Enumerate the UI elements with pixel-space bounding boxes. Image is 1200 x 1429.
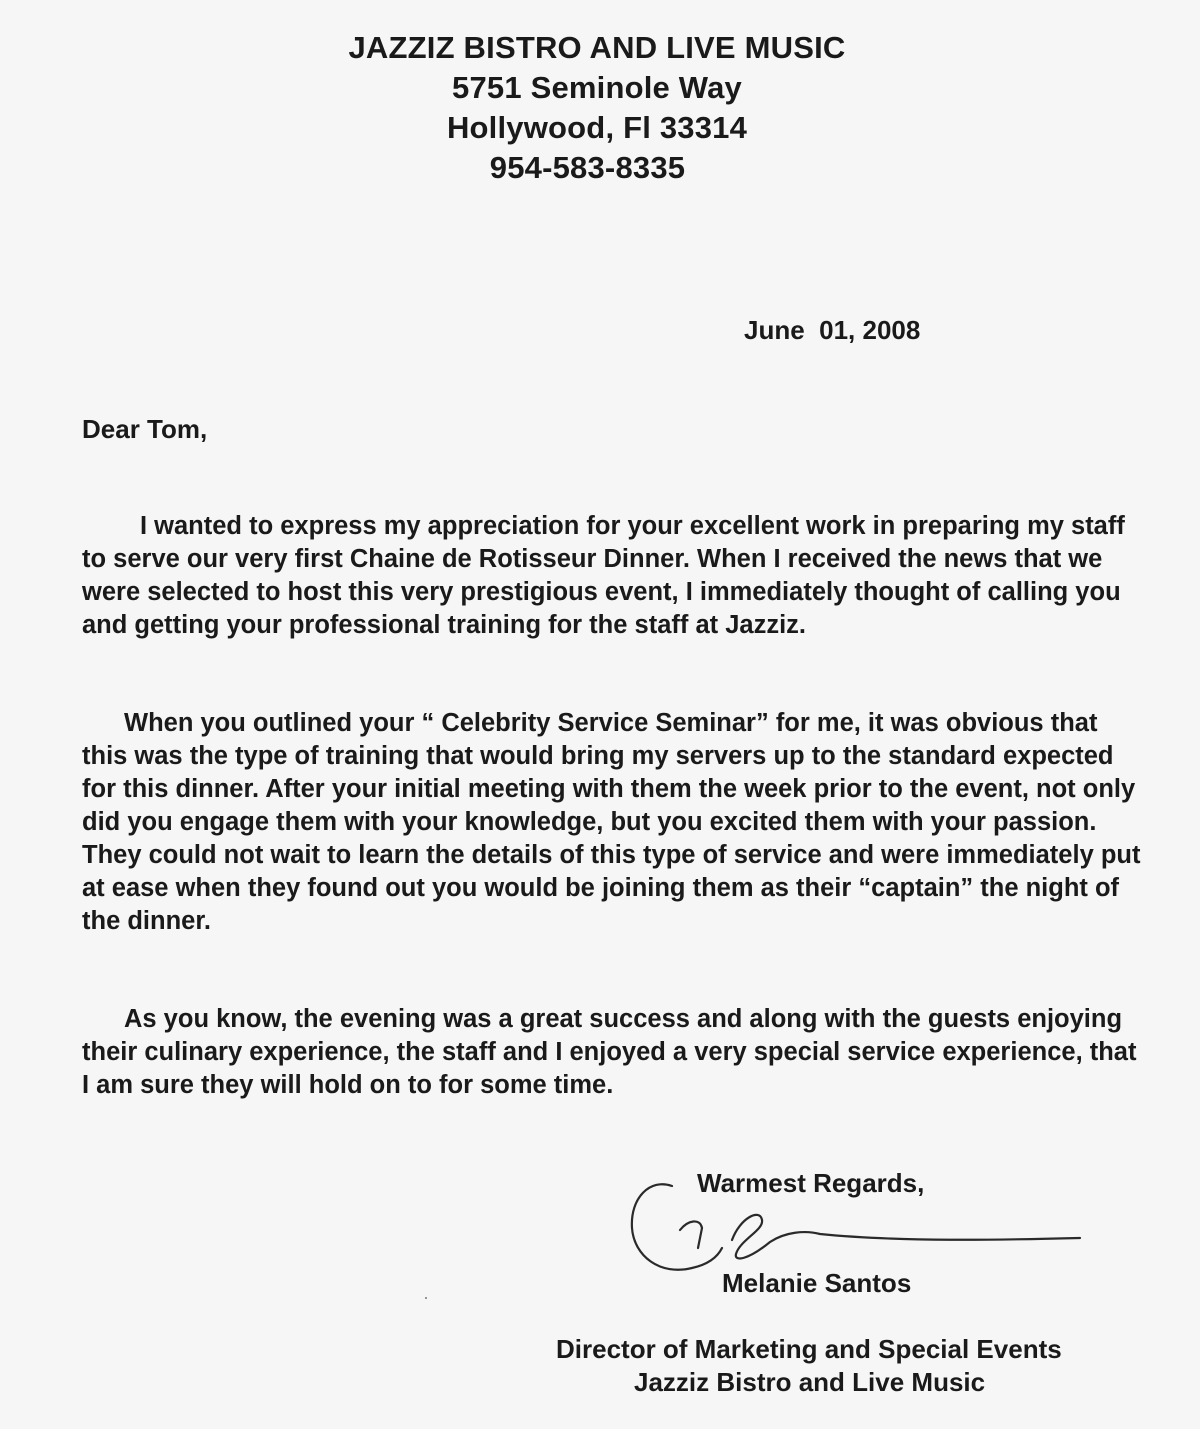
body-paragraph [82,510,1142,642]
paragraph-text: I wanted to express my appreciation for your excellent work in preparing my staff to serve our very first Chaine de Rotisseur Dinner. When I received the news that we were selected to host this very prestigious event, I immediately thought of calling you and getting your professional training for the staff at Jazziz. [82,512,1125,639]
letterhead-city-state-zip: Hollywood, Fl 33314 [446,110,748,145]
signer-title: Director of Marketing and Special Events [556,1334,1062,1364]
paragraph-text: When you outlined your “ Celebrity Service Seminar” for me, it was obvious that this was the type of training that would bring my servers up to the standard expected for this dinner. After your initial meeting with them the week prior to the event, not only did you engage them with your knowledge, but you excited them with your passion. They could not wait to learn the details of this type of service and were immediately put at ease when they found out you would be joining them as their “captain” the night of the dinner. [82,709,1141,935]
closing: Warmest Regards, [697,1168,925,1198]
letterhead-phone: 954-583-8335 [489,150,686,185]
letter-date: June 01, 2008 [744,315,921,345]
body-paragraph [82,707,1142,938]
letterhead-street-address: 5751 Seminole Way [452,70,742,105]
signer-organization: Jazziz Bistro and Live Music [634,1367,986,1397]
paper-speck [425,1297,427,1299]
body-paragraph [82,1003,1142,1102]
letterhead-business-name: JAZZIZ BISTRO AND LIVE MUSIC [348,30,846,65]
salutation: Dear Tom, [82,414,208,444]
paragraph-text: As you know, the evening was a great success and along with the guests enjoying their culinary experience, the staff and I enjoyed a very special service experience, that I am sure they will hold on to for some time. [82,1005,1137,1099]
signer-name: Melanie Santos [722,1268,912,1298]
